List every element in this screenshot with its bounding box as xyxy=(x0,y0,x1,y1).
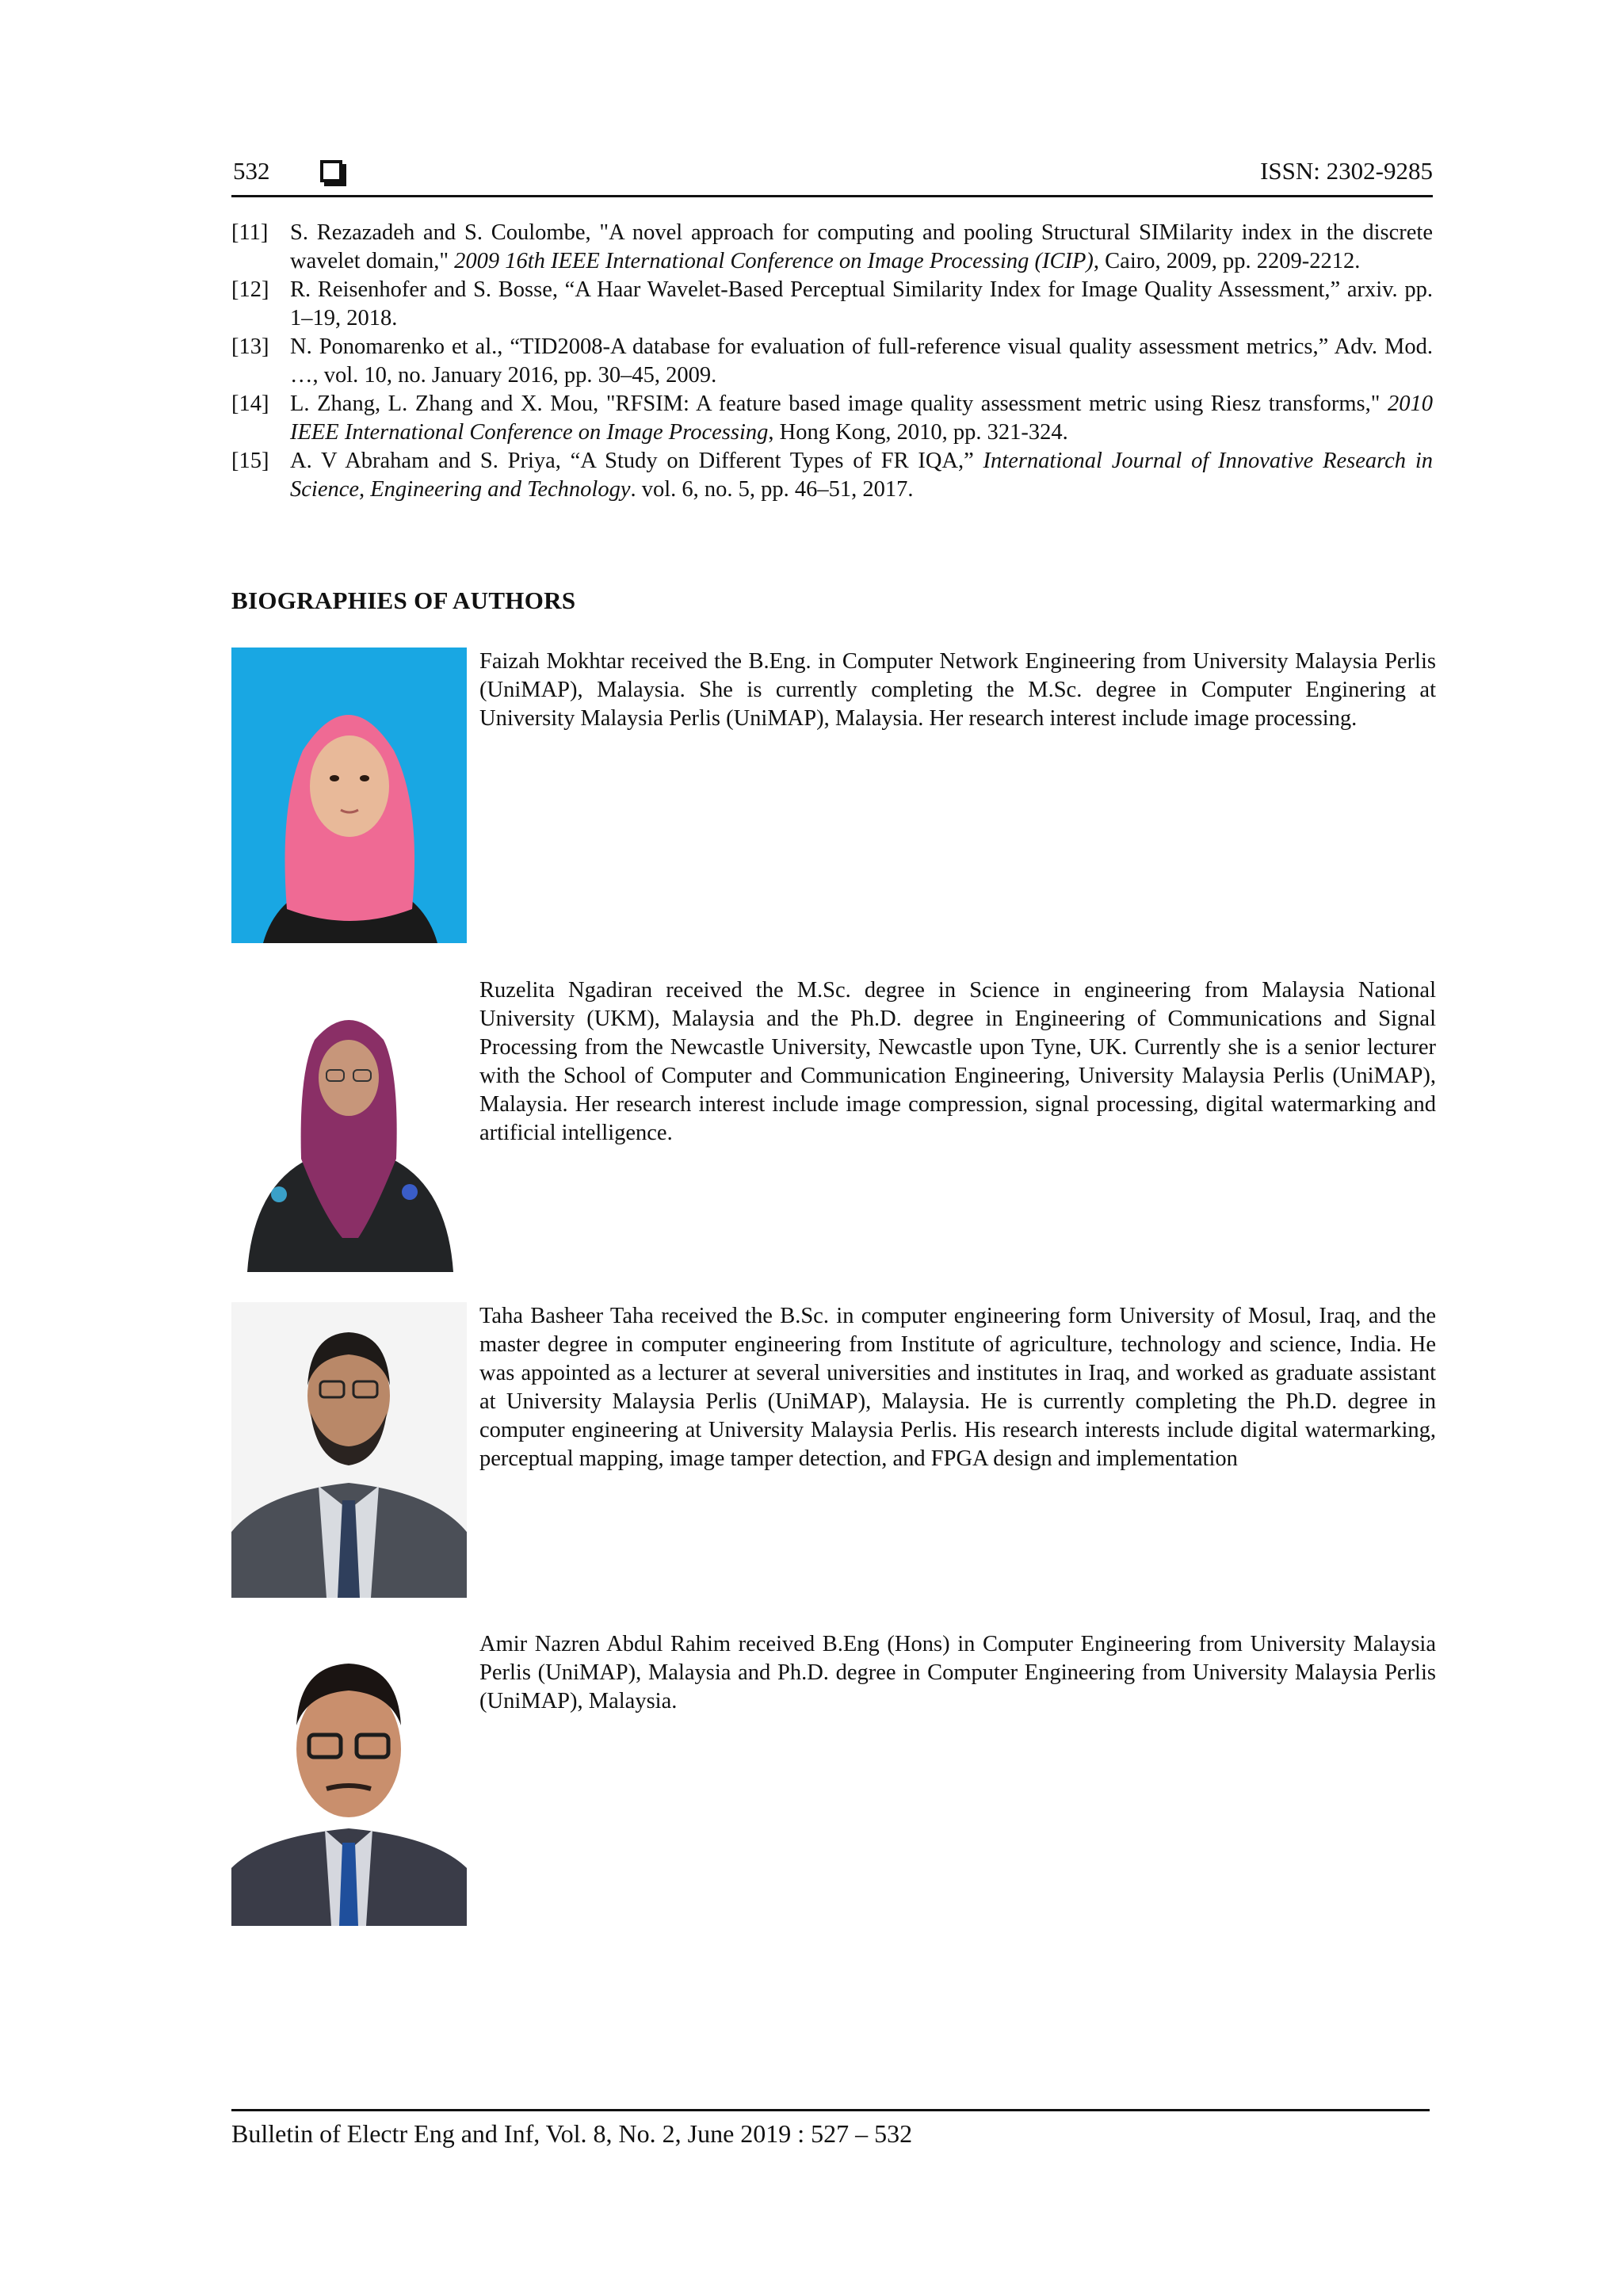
reference-number: [14] xyxy=(231,392,269,416)
author-bio-text: Ruzelita Ngadiran received the M.Sc. degree in Science in engineering from Malaysia National University (UKM), Malaysia and the Ph.D. degree in Engineering of Communications and Signal Processing from the Newcastle University, Newcastle upon Tyne, UK. Currently she is a senior lecturer with the School of Computer and Communication Engineering, University Malaysia Perlis (UniMAP), Malaysia. Her research interest include image compression, signal processing, digital watermarking and artificial intelligence. xyxy=(479,978,1436,1145)
author-bio-text: Taha Basheer Taha received the B.Sc. in computer engineering form University of Mosul, Iraq, and the master degree in computer engineering from Institute of agriculture, technology and science, India. He was appointed as a lecturer at several universities and institutes in Iraq, and worked as graduate assistant at University Malaysia Perlis (UniMAP), Malaysia. He is currently completing the Ph.D. degree in computer engineering at University Malaysia Perlis. His research interests include digital watermarking, perceptual mapping, image tamper detection, and FPGA design and implementation xyxy=(479,1304,1436,1471)
author-photo xyxy=(231,1630,467,1926)
author-bio-text: Amir Nazren Abdul Rahim received B.Eng (Hons) in Computer Engineering from University Malaysia Perlis (UniMAP), Malaysia and Ph.D. degree in Computer Engineering from University Malaysia Perlis (UniMAP), Malaysia. xyxy=(479,1632,1436,1713)
reference-text: N. Ponomarenko et al., “TID2008-A database for evaluation of full-reference visual quality assessment metrics,” Adv. Mod. …, vol. 10, no. January 2016, pp. 30–45, 2009. xyxy=(290,334,1433,388)
footer-citation: Bulletin of Electr Eng and Inf, Vol. 8, No. 2, June 2019 : 527 – 532 xyxy=(231,2119,913,2148)
biographies-heading: BIOGRAPHIES OF AUTHORS xyxy=(231,586,576,614)
reference-number: [13] xyxy=(231,334,269,359)
reference-item xyxy=(231,276,1433,333)
author-photo xyxy=(231,976,467,1272)
reference-number: [12] xyxy=(231,277,269,302)
page-number: 532 xyxy=(233,157,270,185)
page-header xyxy=(231,152,1433,197)
reference-text: S. Rezazadeh and S. Coulombe, "A novel approach for computing and pooling Structural SIMilarity index in the discrete wavelet domain," 2009 16th IEEE International Conference on Image Processing (ICIP), Cairo, 2009, pp. 2209-2212. xyxy=(290,220,1433,273)
page-footer xyxy=(231,2109,1430,2149)
reference-text: L. Zhang, L. Zhang and X. Mou, "RFSIM: A feature based image quality assessment metric using Riesz transforms," 2010 IEEE International Conference on Image Processing, Hong Kong, 2010, pp. 321-324. xyxy=(290,392,1433,445)
author-bio-text: Faizah Mokhtar received the B.Eng. in Computer Network Engineering from University Malaysia Perlis (UniMAP), Malaysia. She is currently completing the M.Sc. degree in Computer Enginering at University Malaysia Perlis (UniMAP), Malaysia. Her research interest include image processing. xyxy=(479,649,1436,731)
reference-item xyxy=(231,333,1433,390)
reference-item xyxy=(231,219,1433,276)
issn-label: ISSN: 2302-9285 xyxy=(1260,157,1433,185)
reference-number: [15] xyxy=(231,449,269,473)
author-photo xyxy=(231,648,467,943)
reference-text: A. V Abraham and S. Priya, “A Study on Different Types of FR IQA,” International Journal of Innovative Research in Science, Engineering and Technology. vol. 6, no. 5, pp. 46–51, 2017. xyxy=(290,449,1433,502)
reference-text: R. Reisenhofer and S. Bosse, “A Haar Wavelet-Based Perceptual Similarity Index for Image Quality Assessment,” arxiv. pp. 1–19, 2018. xyxy=(290,277,1433,330)
author-photo xyxy=(231,1302,467,1598)
reference-number: [11] xyxy=(231,220,269,245)
reference-item xyxy=(231,447,1433,504)
references-list xyxy=(231,219,1433,504)
square-bullet-icon xyxy=(320,160,342,182)
reference-item xyxy=(231,390,1433,447)
